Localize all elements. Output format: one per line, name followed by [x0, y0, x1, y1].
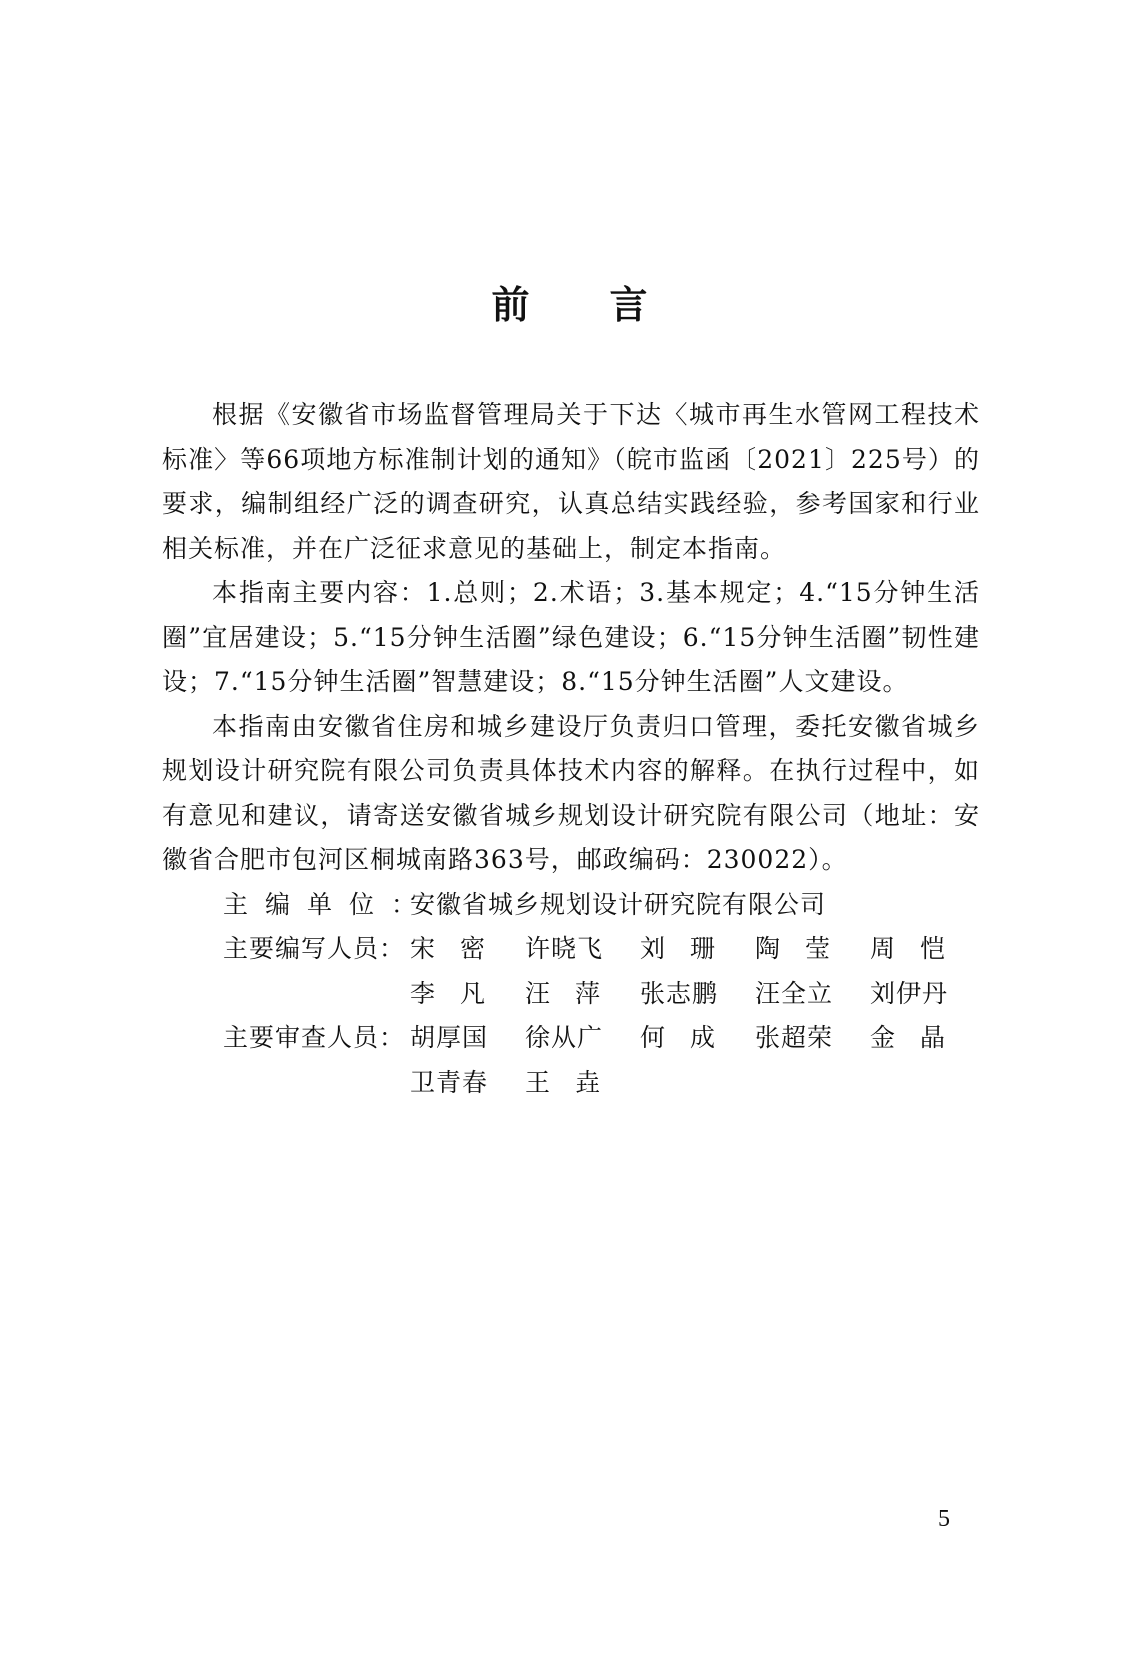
- body-text: [162, 393, 980, 1105]
- chief-unit-value: 安徽省城乡规划设计研究院有限公司: [410, 889, 827, 919]
- reviewers-row: [223, 1016, 980, 1105]
- paragraph-management: 本指南由安徽省住房和城乡建设厅负责归口管理，委托安徽省城乡规划设计研究院有限公司负责具体技术内容的解释。在执行过程中，如有意见和建议，请寄送安徽省城乡规划设计研究院有限公司（地址：安徽省合肥市包河区桐城南路363号，邮政编码：230022）。: [162, 711, 980, 874]
- title-part-1: 前: [491, 283, 532, 327]
- drafter-name: 刘珊: [640, 934, 741, 963]
- reviewers-list: [410, 1016, 985, 1105]
- reviewers-label: 主要审查人员：: [223, 1023, 406, 1052]
- page-title: [0, 280, 1141, 330]
- reviewer-name: 金晶: [870, 1023, 971, 1052]
- drafter-name: 许晓飞: [525, 934, 604, 963]
- drafters-list: [410, 927, 985, 1016]
- drafter-name: 周恺: [870, 934, 971, 963]
- reviewer-name: 胡厚国: [410, 1023, 489, 1052]
- reviewer-name: 徐从广: [525, 1023, 604, 1052]
- paragraph-contents: 本指南主要内容：1.总则；2.术语；3.基本规定；4.“15分钟生活圈”宜居建设；5.“15分钟生活圈”绿色建设；6.“15分钟生活圈”韧性建设；7.“15分钟生活圈”智慧建设；8.“15分钟生活圈”人文建设。: [162, 578, 980, 696]
- drafter-name: 陶莹: [755, 934, 856, 963]
- credits-block: [162, 883, 980, 1106]
- chief-unit-row: [223, 883, 980, 928]
- drafter-name: 宋密: [410, 934, 511, 963]
- drafters-label: 主要编写人员：: [223, 934, 406, 963]
- reviewer-name: 王垚: [525, 1067, 626, 1097]
- reviewer-name: 张超荣: [755, 1023, 834, 1052]
- chief-unit-label: 主编单位：: [223, 889, 434, 919]
- drafter-name: 张志鹏: [640, 978, 719, 1008]
- page-number: 5: [938, 1506, 950, 1532]
- title-part-2: 言: [609, 283, 650, 327]
- drafters-row: [223, 927, 980, 1016]
- drafter-name: 刘伊丹: [870, 978, 949, 1008]
- drafter-name: 汪萍: [525, 978, 626, 1008]
- reviewer-name: 何成: [640, 1023, 741, 1052]
- reviewer-name: 卫青春: [410, 1067, 489, 1097]
- paragraph-background: 根据《安徽省市场监督管理局关于下达〈城市再生水管网工程技术标准〉等66项地方标准制计划的通知》（皖市监函〔2021〕225号）的要求，编制组经广泛的调查研究，认真总结实践经验，参考国家和行业相关标准，并在广泛征求意见的基础上，制定本指南。: [162, 400, 980, 563]
- drafter-name: 汪全立: [755, 978, 834, 1008]
- drafter-name: 李凡: [410, 978, 511, 1008]
